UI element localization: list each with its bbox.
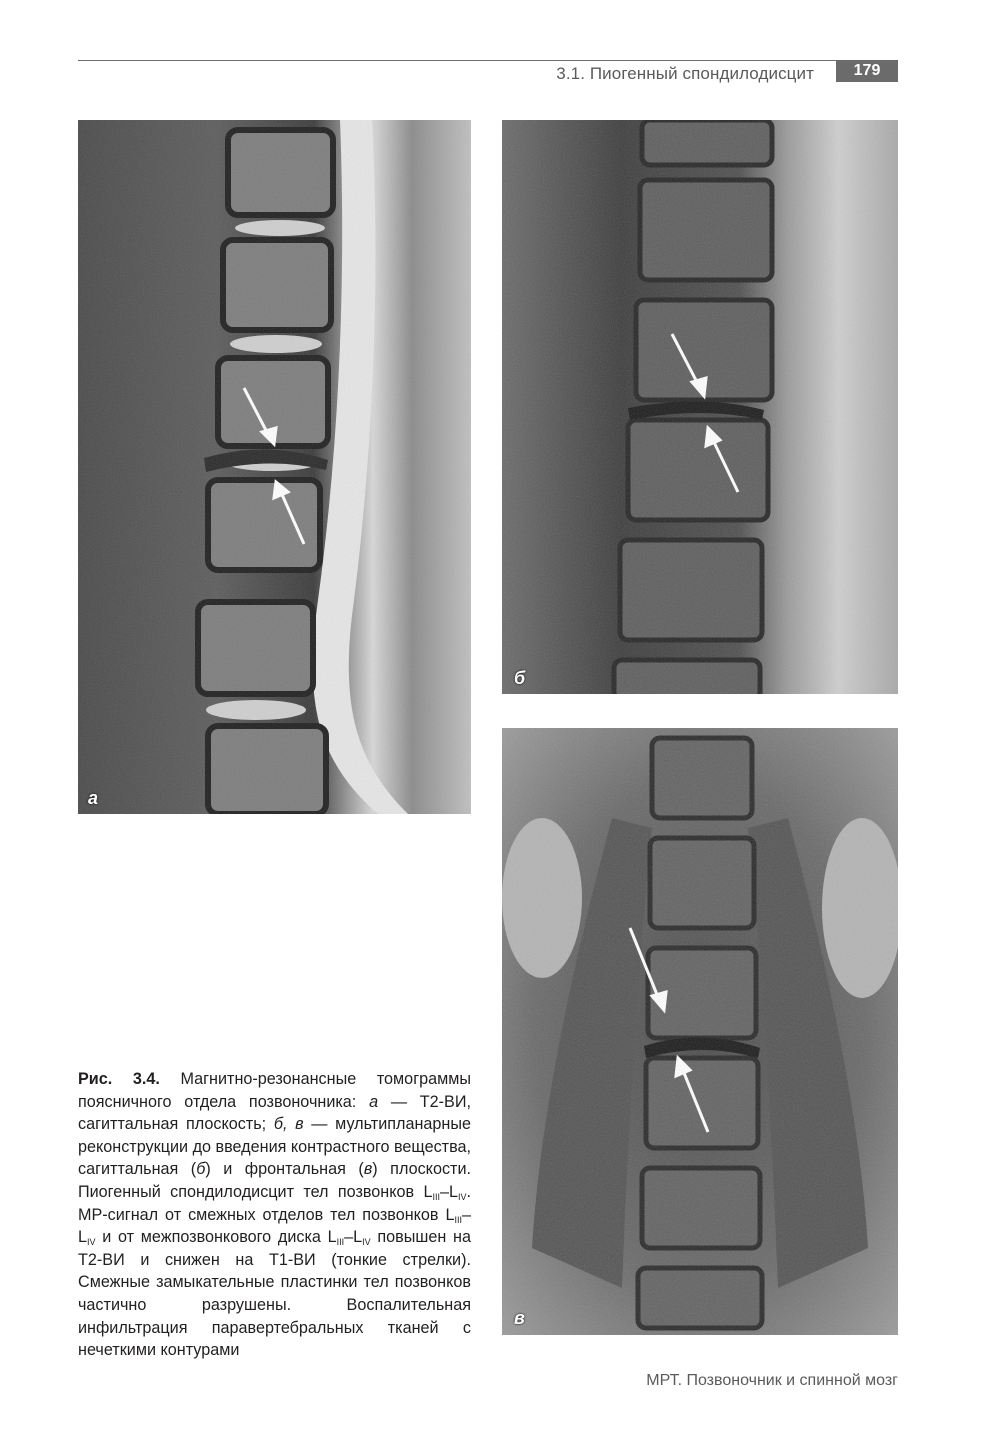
running-title: 3.1. Пиогенный спондилодисцит [556,64,814,83]
mri-frontal-t1-graphic [502,728,898,1335]
caption-text: — Т2-ВИ, сагиттальная плоскость; [78,1092,471,1134]
caption-text: –L [439,1182,458,1201]
subscript: III [336,1237,345,1248]
footer-book-title: МРТ. Позвоночник и спинной мозг [646,1372,898,1389]
mri-image-c [502,728,898,1335]
caption-text: ) плоскости. Пиогенный спондилодисцит тел позвонков L [78,1160,471,1201]
caption-text: ) и фронтальная ( [205,1160,364,1179]
subscript: III [432,1191,440,1202]
mri-sagittal-t1-graphic [502,120,898,694]
caption-text: –L [344,1228,363,1247]
mri-image-a [78,120,471,814]
panel-letter-a: а [88,788,99,808]
caption-ref-bv: б, в [273,1115,304,1134]
caption-ref-a: а [369,1092,379,1111]
figure-caption [78,1068,471,1362]
subscript: III [454,1214,462,1225]
header-rule [78,60,898,61]
caption-text: повышен на Т2-ВИ и снижен на Т1-ВИ (тонкие стрелки). Смежные замыкательные пластинки тел позвонков частично разрушены. Воспалительная инфильтрация паравертебральных тканей с нечеткими контурами [78,1228,471,1360]
mri-sagittal-t2-graphic [78,120,471,814]
caption-text: –L [78,1205,471,1247]
caption-text: и от межпозвонкового диска L [95,1228,337,1247]
subscript: IV [87,1237,96,1248]
caption-text: — мультипланарные реконструкции до введения контрастного вещества, сагиттальная ( [78,1115,471,1179]
subscript: IV [362,1237,371,1248]
subscript: IV [457,1191,467,1202]
panel-letter-c: в [514,1308,525,1328]
panel-letter-b: б [514,668,526,688]
caption-text: . МР-сигнал от смежных отделов тел позвонков L [78,1182,471,1224]
caption-label: Рис. 3.4. [78,1070,160,1088]
mri-image-b [502,120,898,694]
caption-text: Магнитно-резонансные томограммы поясничного отдела позвоночника: [78,1070,471,1111]
caption-ref-v: в [363,1160,373,1179]
caption-ref-b: б [196,1160,206,1179]
page-number: 179 [836,60,898,82]
